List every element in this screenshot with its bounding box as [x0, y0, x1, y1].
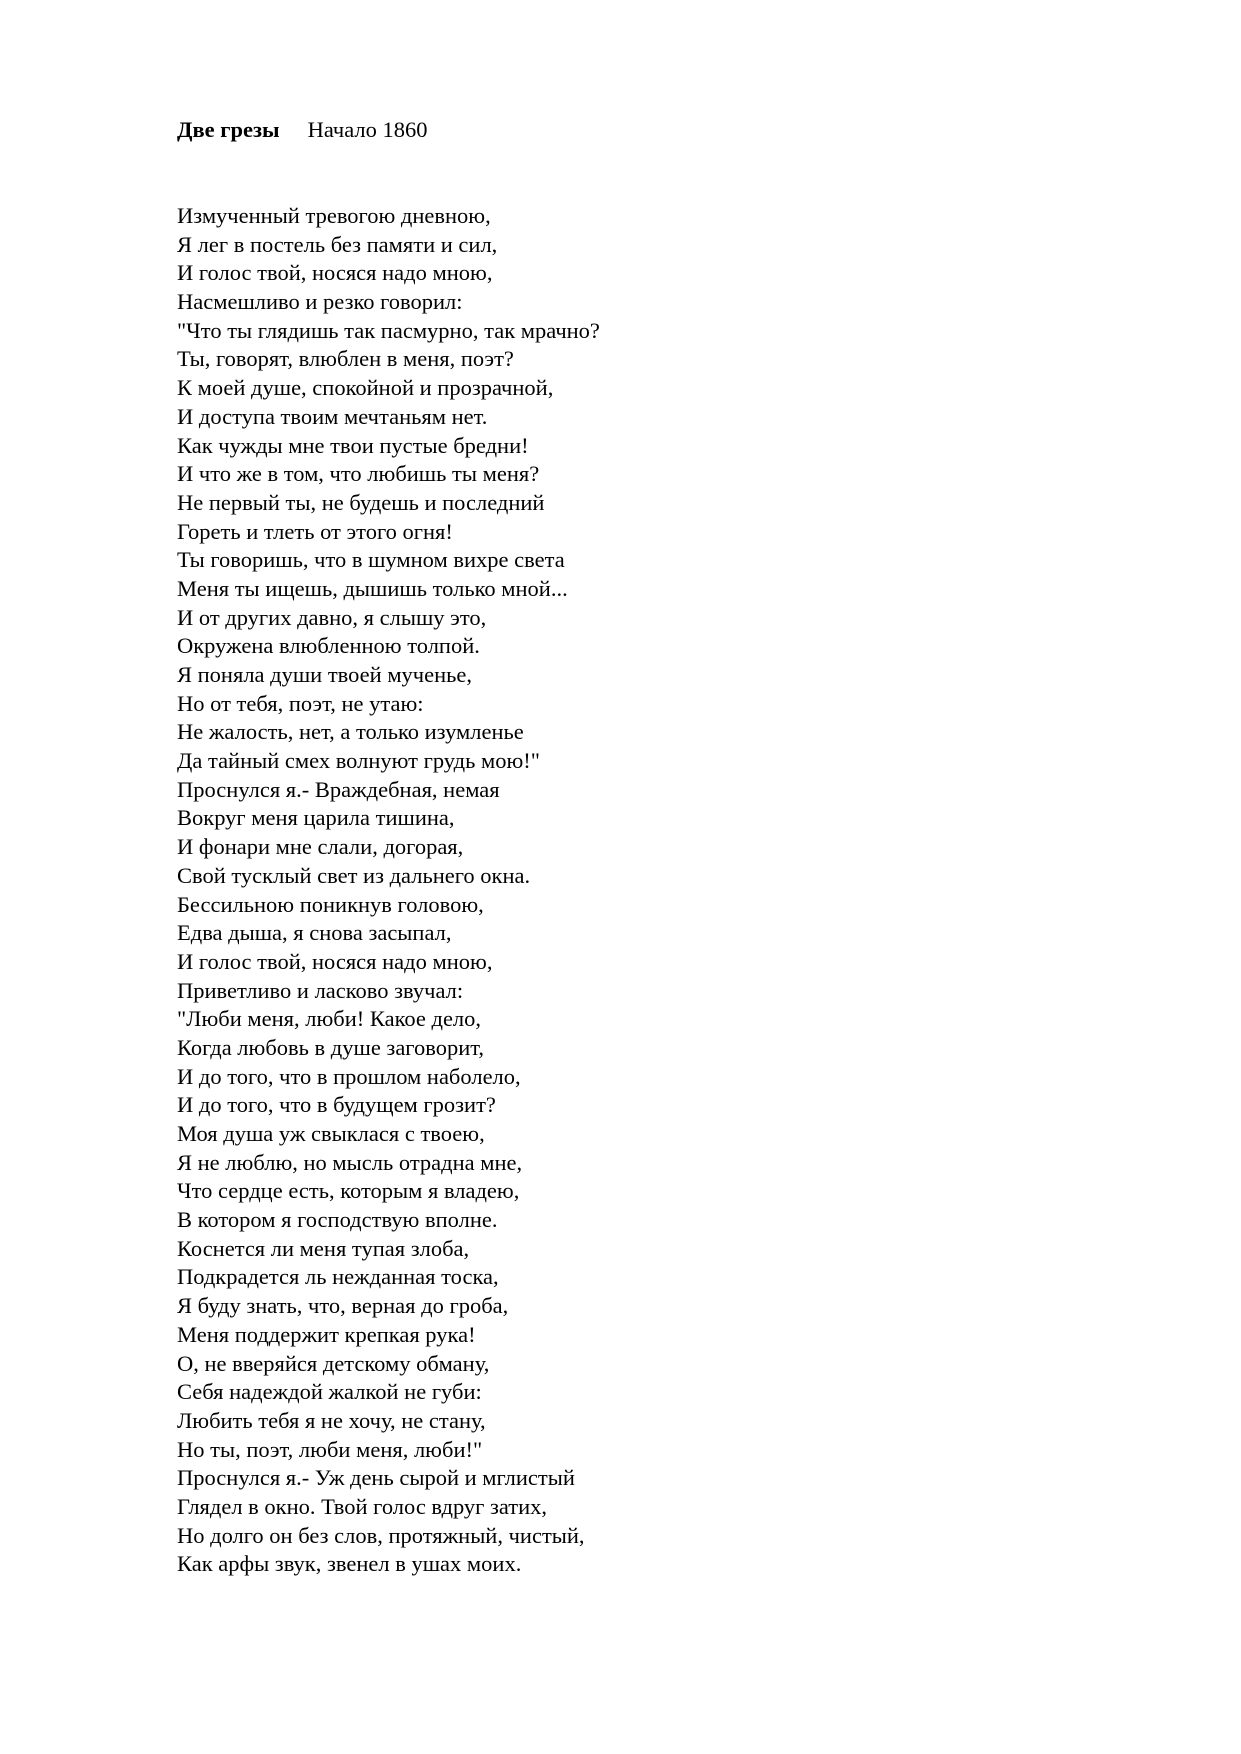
poem-line: Окружена влюбленною толпой.	[177, 633, 480, 659]
poem-line: "Люби меня, люби! Какое дело,	[177, 1006, 482, 1032]
poem-line: "Что ты глядишь так пасмурно, так мрачно?	[177, 317, 600, 343]
poem-line: Глядел в окно. Твой голос вдруг затих,	[177, 1493, 548, 1519]
poem-line: Но от тебя, поэт, не утаю:	[177, 690, 424, 716]
poem-line: Я поняла души твоей мученье,	[177, 662, 473, 687]
poem-line: Себя надеждой жалкой не губи:	[177, 1379, 482, 1405]
poem-line: Моя душа уж свыклася с твоею,	[177, 1121, 485, 1146]
poem-line: Гореть и тлеть от этого огня!	[177, 518, 453, 544]
poem-line: И фонари мне слали, догорая,	[177, 834, 464, 860]
poem-line: И до того, что в будущем грозит?	[177, 1092, 496, 1118]
poem-line: Когда любовь в душе заговорит,	[177, 1034, 485, 1060]
poem-line: И голос твой, носяся надо мною,	[177, 948, 493, 974]
poem-line: Я лег в постель без памяти и сил,	[177, 231, 498, 257]
poem-line: Да тайный смех волнуют грудь мою!"	[177, 748, 540, 774]
poem-line: Вокруг меня царила тишина,	[177, 805, 455, 831]
poem-line: Не первый ты, не будешь и последний	[177, 489, 545, 515]
poem-title: Две грезы	[177, 117, 280, 142]
poem-line: Насмешливо и резко говорил:	[177, 289, 463, 315]
poem-line: Я буду знать, что, верная до гроба,	[177, 1293, 509, 1319]
poem-line: И до того, что в прошлом наболело,	[177, 1063, 521, 1089]
poem-line: Меня поддержит крепкая рука!	[177, 1321, 476, 1347]
poem-line: Ты говоришь, что в шумном вихре света	[177, 547, 565, 573]
poem-line: Ты, говорят, влюблен в меня, поэт?	[177, 346, 514, 372]
poem-line: Меня ты ищешь, дышишь только мной...	[177, 575, 568, 601]
poem-line: Подкрадется ль нежданная тоска,	[177, 1264, 499, 1290]
poem-line: Я не люблю, но мысль отрадна мне,	[177, 1149, 523, 1175]
poem-line: В котором я господствую вполне.	[177, 1207, 498, 1233]
poem-line: Коснется ли меня тупая злоба,	[177, 1235, 470, 1261]
poem-line: К моей душе, спокойной и прозрачной,	[177, 375, 554, 401]
poem-line: И голос твой, носяся надо мною,	[177, 260, 493, 286]
poem-line: Проснулся я.- Враждебная, немая	[177, 776, 500, 802]
poem-line: О, не вверяйся детскому обману,	[177, 1350, 490, 1376]
poem-line: И доступа твоим мечтаньям нет.	[177, 403, 488, 429]
poem-line: Проснулся я.- Уж день сырой и мглистый	[177, 1465, 575, 1491]
poem-line: И от других давно, я слышу это,	[177, 604, 487, 630]
poem-line: Бессильною поникнув головою,	[177, 891, 484, 917]
poem-line: Но долго он без слов, протяжный, чистый,	[177, 1522, 585, 1548]
poem-line: Свой тусклый свет из дальнего окна.	[177, 862, 531, 888]
poem-line: Приветливо и ласково звучал:	[177, 977, 464, 1003]
poem-line: Но ты, поэт, люби меня, люби!"	[177, 1436, 483, 1462]
poem-line: Измученный тревогою дневною,	[177, 203, 491, 228]
poem-line: Любить тебя я не хочу, не стану,	[177, 1407, 486, 1433]
poem-line: Как чужды мне твои пустые бредни!	[177, 432, 529, 458]
poem-date: Начало 1860	[307, 117, 428, 142]
poem-line: Как арфы звук, звенел в ушах моих.	[177, 1551, 522, 1577]
poem-line: И что же в том, что любишь ты меня?	[177, 461, 540, 487]
poem-line: Что сердце есть, которым я владею,	[177, 1178, 520, 1204]
poem-body	[177, 202, 600, 1579]
poem-line: Едва дыша, я снова засыпал,	[177, 920, 452, 946]
poem-line: Не жалость, нет, а только изумленье	[177, 719, 524, 745]
poem-header	[177, 116, 428, 144]
